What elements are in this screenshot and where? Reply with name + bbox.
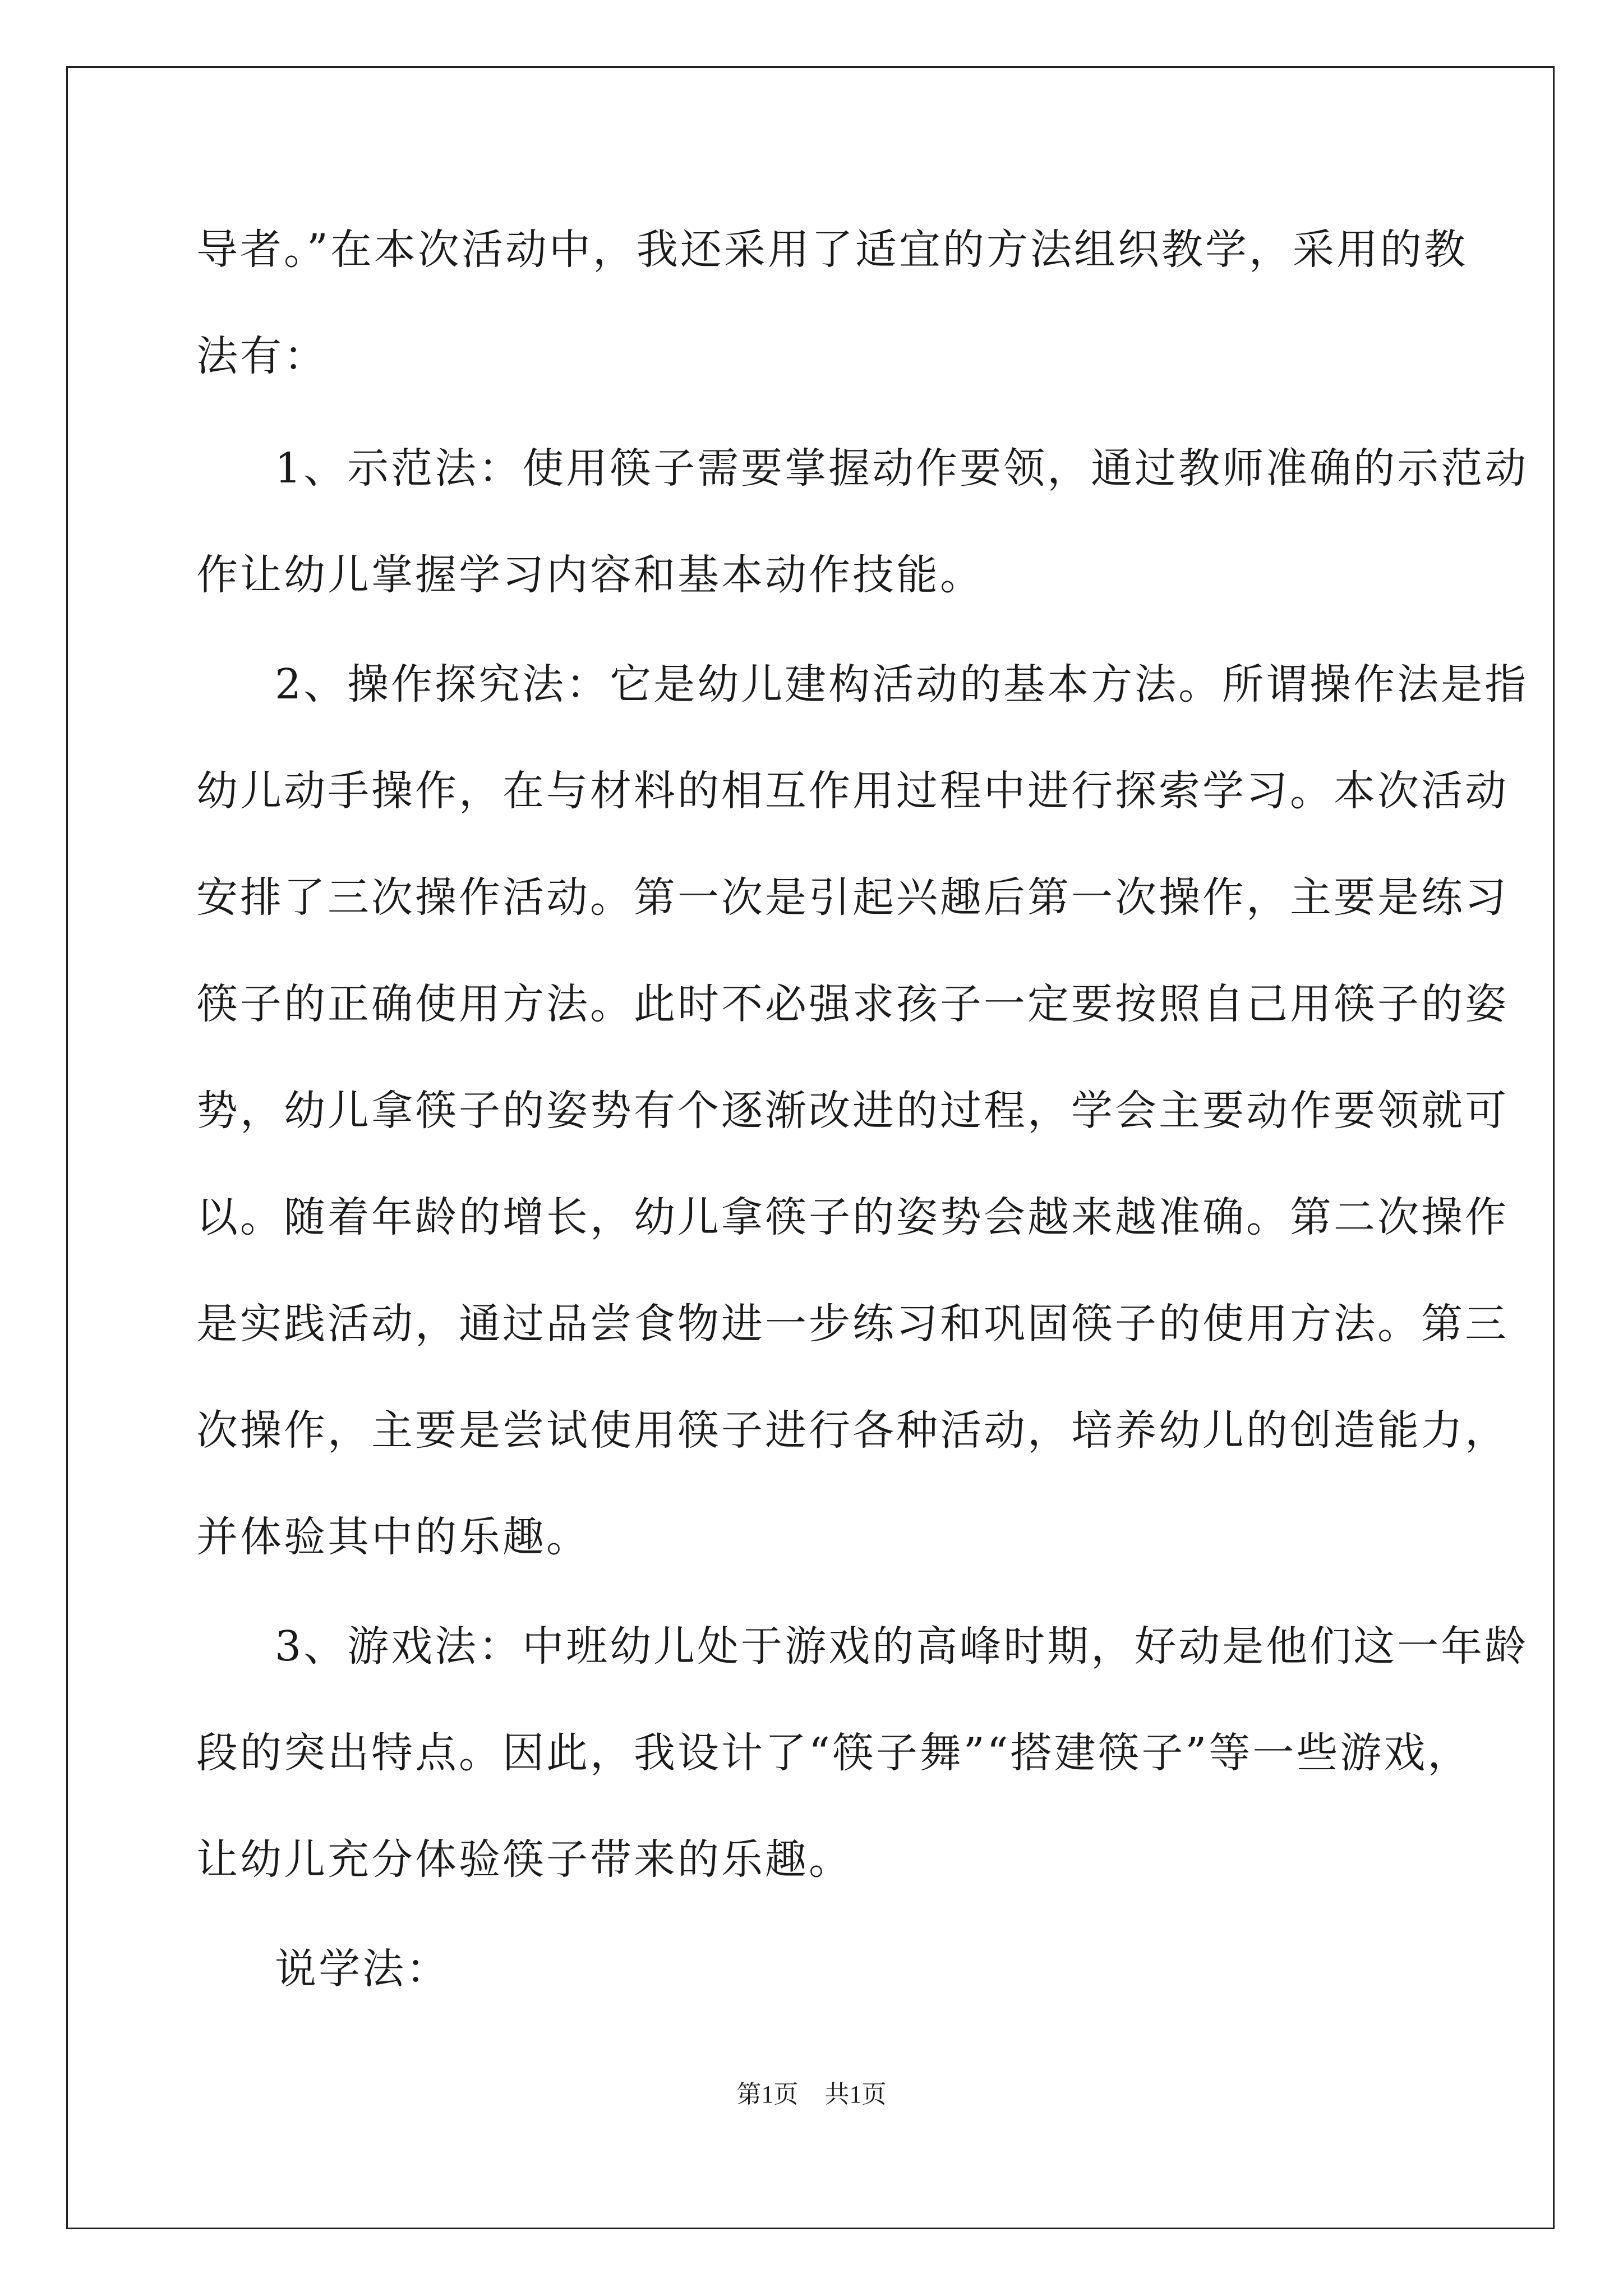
text-line: 1、示范法：使用筷子需要掌握动作要领，通过教师准确的示范动 [275,444,1529,493]
text-line: 并体验其中的乐趣。 [196,1513,590,1561]
text-line: 让幼儿充分体验筷子带来的乐趣。 [196,1835,852,1884]
text-line: 说学法： [275,1945,450,1993]
text-line: 2、操作探究法：它是幼儿建构活动的基本方法。所谓操作法是指 [275,660,1529,708]
page-number: 第1页 [736,2081,799,2108]
text-line: 以。随着年龄的增长，幼儿拿筷子的姿势会越来越准确。第二次操作 [196,1193,1509,1241]
page-border [66,66,1555,2229]
page-total: 共1页 [824,2081,887,2108]
text-line: 导者。”在本次活动中，我还采用了适宜的方法组织教学，采用的教 [196,226,1468,274]
text-line: 段的突出特点。因此，我设计了“筷子舞”“搭建筷子”等一些游戏， [196,1729,1472,1777]
text-line: 3、游戏法：中班幼儿处于游戏的高峰时期，好动是他们这一年龄 [275,1622,1529,1671]
text-line: 势，幼儿拿筷子的姿势有个逐渐改进的过程，学会主要动作要领就可 [196,1087,1509,1135]
text-line: 筷子的正确使用方法。此时不必强求孩子一定要按照自己用筷子的姿 [196,980,1509,1028]
text-line: 次操作，主要是尝试使用筷子进行各种活动，培养幼儿的创造能力， [196,1406,1509,1455]
text-line: 安排了三次操作活动。第一次是引起兴趣后第一次操作，主要是练习 [196,873,1509,922]
text-line: 是实践活动，通过品尝食物进一步练习和巩固筷子的使用方法。第三 [196,1300,1509,1348]
text-line: 幼儿动手操作，在与材料的相互作用过程中进行探索学习。本次活动 [196,767,1509,815]
text-line: 作让幼儿掌握学习内容和基本动作技能。 [196,551,984,599]
text-line: 法有： [196,332,328,380]
page-footer [0,2078,1623,2111]
